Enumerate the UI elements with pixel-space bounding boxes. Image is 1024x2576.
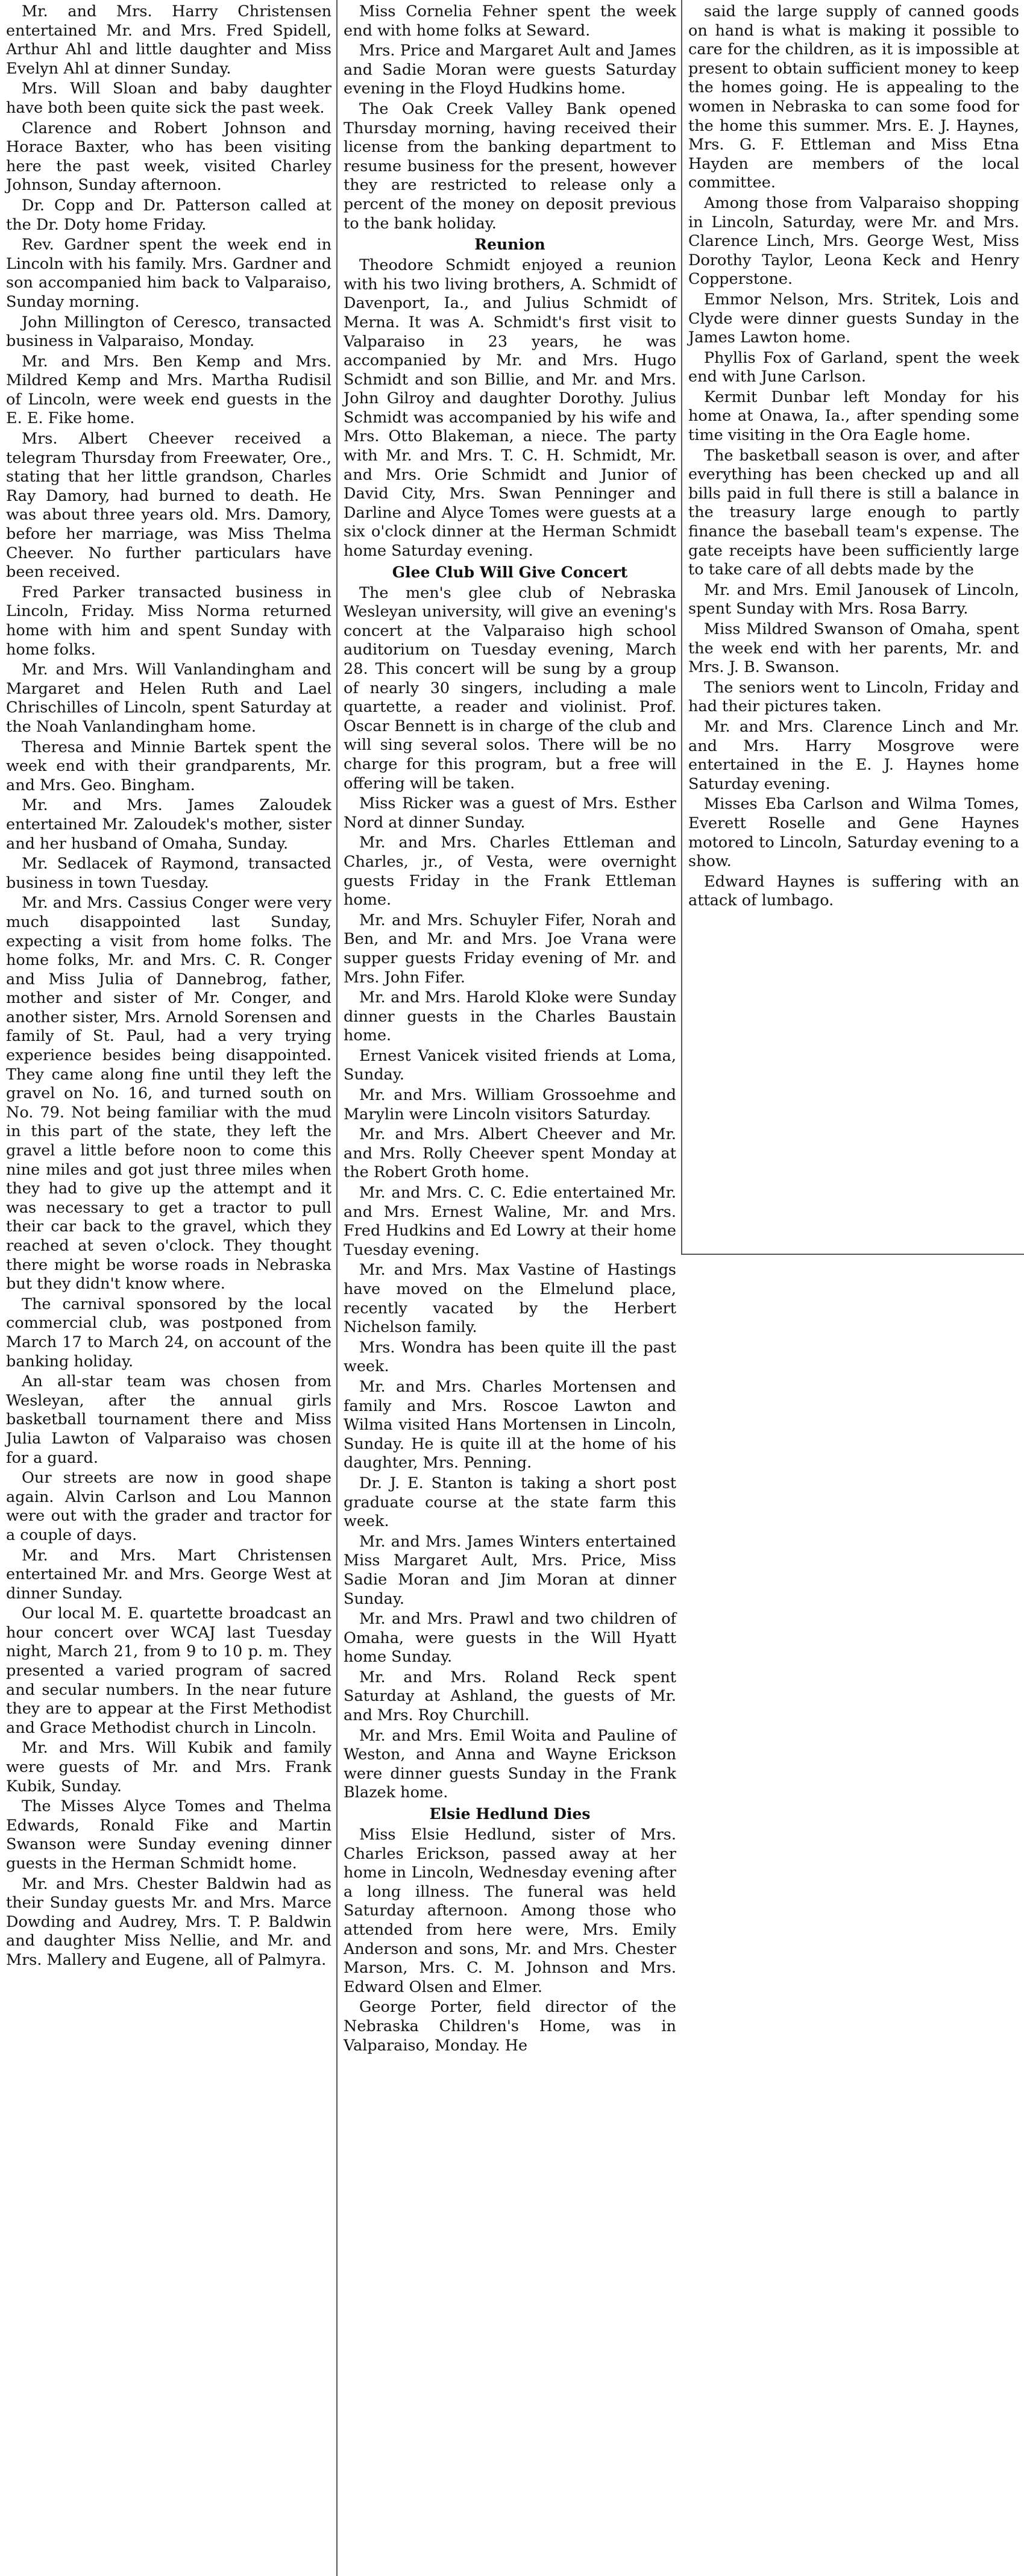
news-item: Mr. and Mrs. Harry Christensen entertained Mr. and Mrs. Fred Spidell, Arthur Ahl and little daughter and Miss Evelyn Ahl at dinner Sunday. [6,2,331,78]
news-item: The basketball season is over, and after everything has been checked up and all bills paid in full there is still a balance in the treasury large enough to partly finance the baseball team's expense. The gate receipts have been sufficiently large to take care of all debts made by the [688,446,1019,579]
column-1 [0,0,336,2576]
news-item: Theresa and Minnie Bartek spent the week end with their grandparents, Mr. and Mrs. Geo. Bingham. [6,738,331,794]
news-item: Mr. and Mrs. C. C. Edie entertained Mr. and Mrs. Ernest Waline, Mr. and Mrs. Fred Hudkins and Ed Lowry at their home Tuesday evening. [344,1184,676,1259]
news-item: Rev. Gardner spent the week end in Lincoln with his family. Mrs. Gardner and son accompanied him back to Valparaiso, Sunday morning. [6,236,331,311]
news-item: Phyllis Fox of Garland, spent the week end with June Carlson. [688,348,1019,386]
section-heading: Glee Club Will Give Concert [392,563,628,581]
news-item: Miss Mildred Swanson of Omaha, spent the week end with her parents, Mr. and Mrs. J. B. Swanson. [688,620,1019,677]
news-item: The Misses Alyce Tomes and Thelma Edwards, Ronald Fike and Martin Swanson were Sunday evening dinner guests in the Herman Schmidt home. [6,1797,331,1873]
news-item: Mr. and Mrs. Emil Janousek of Lincoln, spent Sunday with Mrs. Rosa Barry. [688,580,1019,618]
news-item: Mr. and Mrs. Mart Christensen entertained Mr. and Mrs. George West at dinner Sunday. [6,1546,331,1603]
news-item: Mr. and Mrs. William Grossoehme and Marylin were Lincoln visitors Saturday. [344,1086,676,1123]
news-item: Mrs. Will Sloan and baby daughter have both been quite sick the past week. [6,80,331,117]
news-item: Theodore Schmidt enjoyed a reunion with his two living brothers, A. Schmidt of Davenport, Ia., and Julius Schmidt of Merna. It was A. Schmidt's first visit to Valparaiso in 23 years, he was accompanied by Mr. and Mrs. Hugo Schmidt and son Billie, and Mr. and Mrs. John Gilroy and daughter Dorothy. Julius Schmidt was accompanied by his wife and Mrs. Otto Blakeman, a niece. The party with Mr. and Mrs. T. C. H. Schmidt, Mr. and Mrs. Orie Schmidt and Junior of David City, Mrs. Swan Penninger and Darline and Alyce Tomes were guests at a six o'clock dinner at the Herman Schmidt home Saturday evening. [344,256,676,561]
news-item: Fred Parker transacted business in Lincoln, Friday. Miss Norma returned home with him and spent Sunday with home folks. [6,583,331,659]
news-item: Mr. and Mrs. Will Kubik and family were guests of Mr. and Mrs. Frank Kubik, Sunday. [6,1739,331,1795]
news-item: George Porter, field director of the Nebraska Children's Home, was in Valparaiso, Monday. He [344,1998,676,2055]
news-item: Mr. and Mrs. Will Vanlandingham and Margaret and Helen Ruth and Lael Chrischilles of Lincoln, spent Saturday at the Noah Vanlandingham home. [6,661,331,736]
news-item: Dr. Copp and Dr. Patterson called at the Dr. Doty home Friday. [6,196,331,234]
news-item: Our streets are now in good shape again. Alvin Carlson and Lou Mannon were out with the grader and tractor for a couple of days. [6,1469,331,1544]
news-item: Mr. and Mrs. Cassius Conger were very much disappointed last Sunday, expecting a visit from home folks. The home folks, Mr. and Mrs. C. R. Conger and Miss Julia of Dannebrog, father, mother and sister of Mr. Conger, and another sister, Mrs. Arnold Sorensen and family of St. Paul, had a very trying experience besides being disappointed. They came along fine until they left the gravel on No. 16, and turned south on No. 79. Not being familiar with the mud in this part of the state, they left the gravel a little before noon to come this nine miles and got just three miles when they had to give up the attempt and it was necessary to get a tractor to pull their car back to the gravel, which they reached at seven o'clock. They thought there might be worse roads in Nebraska but they didn't know where. [6,894,331,1293]
news-item: Emmor Nelson, Mrs. Stritek, Lois and Clyde were dinner guests Sunday in the James Lawton home. [688,290,1019,347]
news-item: An all-star team was chosen from Wesleyan, after the annual girls basketball tournament there and Miss Julia Lawton of Valparaiso was chosen for a guard. [6,1372,331,1467]
news-item: Clarence and Robert Johnson and Horace Baxter, who has been visiting here the past week, visited Charley Johnson, Sunday afternoon. [6,119,331,195]
news-item: Dr. J. E. Stanton is taking a short post graduate course at the state farm this week. [344,1474,676,1531]
news-item: The carnival sponsored by the local commercial club, was postponed from March 17 to March 24, on account of the banking holiday. [6,1295,331,1371]
news-item: Mr. and Mrs. Prawl and two children of Omaha, were guests in the Will Hyatt home Sunday. [344,1610,676,1667]
news-item: Ernest Vanicek visited friends at Loma, Sunday. [344,1046,676,1084]
news-item: Among those from Valparaiso shopping in Lincoln, Saturday, were Mr. and Mrs. Clarence Linch, Mrs. George West, Miss Dorothy Taylor, Leona Keck and Henry Copperstone. [688,193,1019,289]
news-item: Mr. and Mrs. Charles Ettleman and Charles, jr., of Vesta, were overnight guests Friday in the Frank Ettleman home. [344,834,676,909]
news-item: Misses Eba Carlson and Wilma Tomes, Everett Roselle and Gene Haynes motored to Lincoln, Saturday evening to a show. [688,795,1019,871]
section-heading: Elsie Hedlund Dies [429,1805,591,1823]
news-item: Our local M. E. quartette broadcast an hour concert over WCAJ last Tuesday night, March 21, from 9 to 10 p. m. They presented a varied program of sacred and secular numbers. In the near future they are to appear at the First Methodist and Grace Methodist church in Lincoln. [6,1604,331,1737]
news-item: Mr. and Mrs. James Winters entertained Miss Margaret Ault, Mrs. Price, Miss Sadie Moran and Jim Moran at dinner Sunday. [344,1532,676,1608]
news-item: The Oak Creek Valley Bank opened Thursday morning, having received their license from the banking department to resume business for the present, however they are restricted to release only a percent of the money on deposit previous to the bank holiday. [344,99,676,233]
news-item: Mr. and Mrs. Ben Kemp and Mrs. Mildred Kemp and Mrs. Martha Rudisil of Lincoln, were week end guests in the E. E. Fike home. [6,352,331,428]
column-3 [681,0,1024,1255]
news-item: Mrs. Albert Cheever received a telegram Thursday from Freewater, Ore., stating that her little grandson, Charles Ray Damory, had burned to death. He was about three years old. Mrs. Damory, before her marriage, was Miss Thelma Cheever. No further particulars have been received. [6,430,331,582]
news-item: Mr. and Mrs. Charles Mortensen and family and Mrs. Roscoe Lawton and Wilma visited Hans Mortensen in Lincoln, Sunday. He is quite ill at the home of his daughter, Mrs. Penning. [344,1377,676,1472]
section-heading: Reunion [474,236,545,254]
news-item: Mrs. Price and Margaret Ault and James and Sadie Moran were guests Saturday evening in the Floyd Hudkins home. [344,42,676,98]
news-item: Mr. and Mrs. Roland Reck spent Saturday at Ashland, the guests of Mr. and Mrs. Roy Churchill. [344,1668,676,1725]
news-item: The men's glee club of Nebraska Wesleyan university, will give an evening's concert at the Valparaiso high school auditorium on Tuesday evening, March 28. This concert will be sung by a group of nearly 30 singers, including a male quartette, a reader and violinist. Prof. Oscar Bennett is in charge of the club and will sing several solos. There will be no charge for this program, but a free will offering will be taken. [344,583,676,793]
news-item: Miss Cornelia Fehner spent the week end with home folks at Seward. [344,2,676,40]
news-item: John Millington of Ceresco, transacted business in Valparaiso, Monday. [6,313,331,351]
news-item: Mrs. Wondra has been quite ill the past week. [344,1338,676,1376]
news-item: Mr. and Mrs. Chester Baldwin had as their Sunday guests Mr. and Mrs. Marce Dowding and Audrey, Mrs. T. P. Baldwin and daughter Miss Nellie, and Mr. and Mrs. Mallery and Eugene, all of Palmyra. [6,1874,331,1969]
news-item: Mr. and Mrs. Albert Cheever and Mr. and Mrs. Rolly Cheever spent Monday at the Robert Groth home. [344,1125,676,1182]
news-item: Mr. and Mrs. Harold Kloke were Sunday dinner guests in the Charles Baustain home. [344,988,676,1045]
news-item: Edward Haynes is suffering with an attack of lumbago. [688,872,1019,910]
blank-area [681,1256,1024,2576]
column-2 [336,0,681,2576]
news-item: Mr. and Mrs. Emil Woita and Pauline of Weston, and Anna and Wayne Erickson were dinner guests Sunday in the Frank Blazek home. [344,1726,676,1802]
news-item: Miss Ricker was a guest of Mrs. Esther Nord at dinner Sunday. [344,794,676,832]
news-item: said the large supply of canned goods on hand is what is making it possible to care for the children, as it is impossible at present to obtain sufficient money to keep the homes going. He is appealing to the women in Nebraska to can some food for the home this summer. Mrs. E. J. Haynes, Mrs. G. F. Ettleman and Miss Etna Hayden are members of the local committee. [688,2,1019,192]
news-item: Miss Elsie Hedlund, sister of Mrs. Charles Erickson, passed away at her home in Lincoln, Wednesday evening after a long illness. The funeral was held Saturday afternoon. Among those who attended from here were, Mrs. Emily Anderson and sons, Mr. and Mrs. Chester Marson, Mrs. C. M. Johnson and Mrs. Edward Olsen and Elmer. [344,1826,676,1996]
news-item: Mr. Sedlacek of Raymond, transacted business in town Tuesday. [6,855,331,892]
news-item: Mr. and Mrs. James Zaloudek entertained Mr. Zaloudek's mother, sister and her husband of Omaha, Sunday. [6,796,331,853]
news-item: Mr. and Mrs. Clarence Linch and Mr. and Mrs. Harry Mosgrove were entertained in the E. J. Haynes home Saturday evening. [688,717,1019,793]
news-item: Kermit Dunbar left Monday for his home at Onawa, Ia., after spending some time visiting in the Ora Eagle home. [688,388,1019,445]
news-item: Mr. and Mrs. Schuyler Fifer, Norah and Ben, and Mr. and Mrs. Joe Vrana were supper guests Friday evening of Mr. and Mrs. John Fifer. [344,911,676,987]
news-item: The seniors went to Lincoln, Friday and had their pictures taken. [688,678,1019,716]
news-item: Mr. and Mrs. Max Vastine of Hastings have moved on the Elmelund place, recently vacated by the Herbert Nichelson family. [344,1261,676,1337]
